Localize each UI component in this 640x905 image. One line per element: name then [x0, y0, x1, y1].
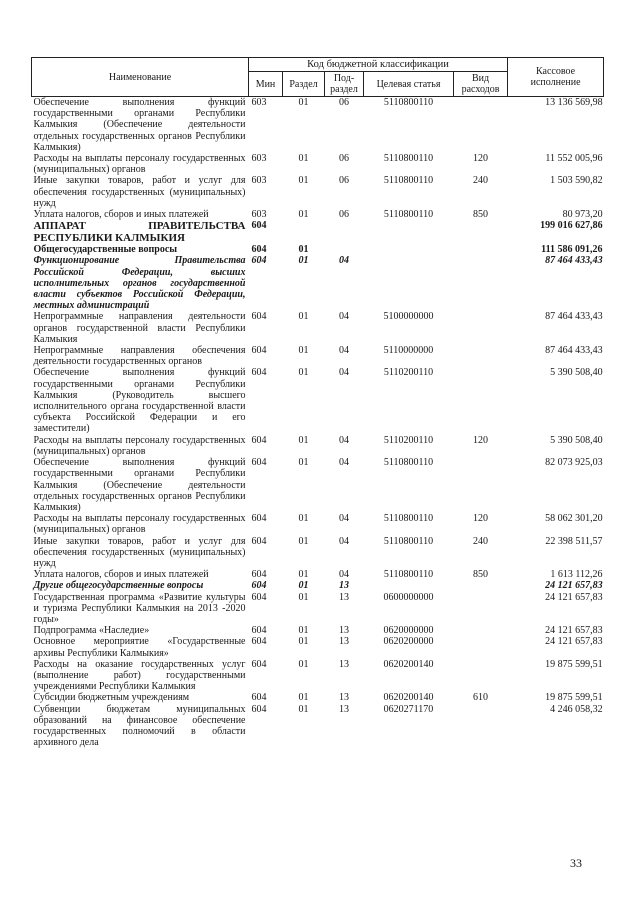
row-razdel: 01: [298, 345, 309, 357]
row-sum: 5 390 508,40: [550, 434, 603, 446]
table-header: [32, 58, 604, 97]
row-min: 604: [251, 244, 267, 256]
table-row: [32, 536, 604, 570]
row-podrazdel: 13: [339, 658, 349, 670]
row-podrazdel: 13: [339, 636, 349, 648]
row-name: Субсидии бюджетным учреждениям: [33, 692, 190, 704]
row-target: 5110200110: [383, 367, 434, 379]
row-razdel: 01: [298, 367, 309, 379]
row-target: 5100000000: [383, 311, 434, 323]
row-sum: 24 121 657,83: [545, 580, 603, 592]
row-sum: 19 875 599,51: [545, 692, 603, 704]
table-row: [32, 625, 604, 636]
department-row: [32, 220, 604, 244]
row-min: 604: [251, 703, 267, 715]
header-target: Целевая статья: [364, 72, 454, 97]
table-row: [32, 175, 604, 209]
table-row: [32, 513, 604, 535]
row-vid: 850: [473, 209, 489, 221]
row-podrazdel: 06: [339, 209, 349, 221]
row-name: Обеспечение выполнения функций государственными органами Республики Калмыкия (Руководитель высшего исполнительного органа государственной власти субъекта Российской Федерации и его заместители): [33, 367, 246, 435]
table-body: [32, 97, 604, 749]
row-razdel: 01: [298, 625, 309, 637]
row-razdel: 01: [298, 580, 309, 592]
table-row: [32, 692, 604, 703]
row-podrazdel: 06: [339, 153, 349, 165]
row-sum: 58 062 301,20: [545, 513, 603, 525]
row-vid: [454, 255, 508, 311]
row-min: 604: [251, 220, 267, 232]
row-podrazdel: [325, 220, 364, 244]
row-vid: 120: [473, 434, 489, 446]
header-name: Наименование: [32, 58, 249, 97]
row-vid: 610: [473, 692, 489, 704]
table-row: [32, 209, 604, 220]
row-target: 5110800110: [383, 209, 434, 221]
row-name: Функционирование Правительства Российской Федерации, высших исполнительных органов государственной власти субъектов Российской Федерации, местных администраций: [33, 255, 246, 312]
row-name: Непрограммные направления обеспечения деятельности государственных органов: [33, 345, 246, 368]
row-name: Расходы на оказание государственных услуг (выполнение работ) государственными учреждениями Республики Калмыкия: [33, 658, 246, 693]
table-row: [32, 636, 604, 658]
table-row: [32, 457, 604, 513]
row-target: 5110800110: [383, 513, 434, 525]
row-min: 604: [251, 692, 267, 704]
row-name: Непрограммные направления деятельности органов государственной власти Республики Калмыкия: [33, 311, 246, 345]
header-min: Мин: [249, 72, 283, 97]
row-name: Обеспечение выполнения функций государственными органами Республики Калмыкия (Обеспечение деятельности отдельных государственных органов Республики Калмыкия): [33, 457, 246, 513]
row-razdel: 01: [298, 591, 309, 603]
row-vid: [454, 345, 508, 367]
row-target: [364, 580, 454, 591]
row-vid: [454, 220, 508, 244]
row-podrazdel: 13: [339, 580, 349, 592]
table-row: [32, 659, 604, 693]
row-sum: 80 973,20: [562, 209, 603, 221]
row-razdel: 01: [298, 175, 309, 187]
row-name: Иные закупки товаров, работ и услуг для обеспечения государственных (муниципальных) нужд: [33, 175, 246, 209]
row-name: АППАРАТ ПРАВИТЕЛЬСТВА РЕСПУБЛИКИ КАЛМЫКИЯ: [33, 220, 246, 245]
row-min: 604: [251, 591, 267, 603]
row-razdel: 01: [298, 97, 309, 108]
row-podrazdel: 04: [339, 434, 349, 446]
row-target: 0620000000: [383, 625, 434, 637]
row-sum: 87 464 433,43: [545, 311, 603, 323]
row-razdel: 01: [298, 457, 309, 469]
row-name: Расходы на выплаты персоналу государственных (муниципальных) органов: [33, 153, 246, 176]
table-row: [32, 592, 604, 626]
row-target: 0620271170: [383, 703, 434, 715]
table-row: [32, 345, 604, 367]
row-target: [364, 255, 454, 311]
row-name: Другие общегосударственные вопросы: [33, 580, 204, 592]
row-min: 603: [251, 209, 267, 221]
row-vid: [454, 636, 508, 658]
subsection-row: [32, 255, 604, 311]
row-name: Субвенции бюджетам муниципальных образований на финансовое обеспечение государственных полномочий в области архивного дела: [33, 703, 246, 749]
row-min: 604: [251, 255, 267, 267]
row-sum: 22 398 511,57: [545, 535, 603, 547]
row-podrazdel: [325, 244, 364, 255]
row-podrazdel: 04: [339, 535, 349, 547]
row-razdel: 01: [298, 636, 309, 648]
row-sum: 87 464 433,43: [545, 345, 603, 357]
row-name: Расходы на выплаты персоналу государственных (муниципальных) органов: [33, 513, 246, 536]
row-sum: 4 246 058,32: [550, 703, 603, 715]
row-target: 5110800110: [383, 569, 434, 581]
row-min: 604: [251, 457, 267, 469]
row-vid: [454, 704, 508, 749]
table-row: [32, 97, 604, 154]
table-row: [32, 704, 604, 749]
row-razdel: 01: [298, 692, 309, 704]
row-sum: 13 136 569,98: [545, 97, 603, 108]
row-vid: [454, 659, 508, 693]
row-vid: 850: [473, 569, 489, 581]
row-name: Государственная программа «Развитие культуры и туризма Республики Калмыкия на 2013 -2020 годы»: [33, 591, 246, 625]
row-min: 604: [251, 513, 267, 525]
row-name: Общегосударственные вопросы: [33, 244, 178, 256]
row-target: 0620200000: [383, 636, 434, 648]
row-name: Уплата налогов, сборов и иных платежей: [33, 569, 209, 581]
row-sum: 5 390 508,40: [550, 367, 603, 379]
row-name: Расходы на выплаты персоналу государственных (муниципальных) органов: [33, 434, 246, 457]
row-name: Уплата налогов, сборов и иных платежей: [33, 209, 209, 221]
row-sum: 19 875 599,51: [545, 658, 603, 670]
row-vid: 240: [473, 175, 489, 187]
row-razdel: 01: [298, 513, 309, 525]
row-vid: [454, 244, 508, 255]
row-sum: 1 503 590,82: [550, 175, 603, 187]
row-sum: 1 613 112,26: [550, 569, 603, 581]
table-row: [32, 435, 604, 457]
row-razdel: 01: [298, 311, 309, 323]
row-min: 604: [251, 625, 267, 637]
row-name: Основное мероприятие «Государственные архивы Республики Калмыкия»: [33, 636, 246, 659]
row-vid: [454, 625, 508, 636]
row-target: 5110200110: [383, 434, 434, 446]
row-podrazdel: 06: [339, 97, 349, 108]
row-sum: 111 586 091,26: [541, 244, 603, 256]
budget-execution-table: [31, 57, 604, 748]
row-podrazdel: 04: [339, 513, 349, 525]
row-name: Подпрограмма «Наследие»: [33, 625, 150, 637]
row-podrazdel: 13: [339, 625, 349, 637]
table-row: [32, 311, 604, 345]
row-name: Иные закупки товаров, работ и услуг для обеспечения государственных (муниципальных) нужд: [33, 535, 246, 569]
row-podrazdel: 04: [339, 457, 349, 469]
row-podrazdel: 06: [339, 175, 349, 187]
row-target: 0600000000: [383, 591, 434, 603]
row-target: 5110800110: [383, 97, 434, 108]
row-target: 5110800110: [383, 153, 434, 165]
row-min: 603: [251, 175, 267, 187]
row-razdel: 01: [298, 569, 309, 581]
table-row: [32, 569, 604, 580]
row-podrazdel: 13: [339, 591, 349, 603]
row-razdel: 01: [298, 434, 309, 446]
row-target: 5110800110: [383, 535, 434, 547]
row-podrazdel: 04: [339, 367, 349, 379]
row-vid: [454, 97, 508, 154]
row-sum: 199 016 627,86: [540, 220, 603, 232]
row-target: [364, 244, 454, 255]
row-razdel: 01: [298, 535, 309, 547]
row-razdel: 01: [298, 658, 309, 670]
header-vid: Вид расходов: [454, 72, 508, 97]
row-min: 603: [251, 153, 267, 165]
row-razdel: 01: [298, 209, 309, 221]
row-vid: [454, 367, 508, 434]
row-vid: [454, 580, 508, 591]
table-row: [32, 367, 604, 434]
row-razdel: 01: [298, 153, 309, 165]
row-vid: [454, 311, 508, 345]
table-row: [32, 153, 604, 175]
row-vid: [454, 457, 508, 513]
page-number: 33: [570, 856, 582, 870]
row-min: 604: [251, 345, 267, 357]
row-sum: 24 121 657,83: [545, 625, 603, 637]
header-razdel: Раздел: [283, 72, 325, 97]
row-sum: 24 121 657,83: [545, 636, 603, 648]
row-min: 604: [251, 636, 267, 648]
row-target: 5110000000: [383, 345, 434, 357]
row-min: 604: [251, 434, 267, 446]
row-vid: 240: [473, 535, 489, 547]
row-target: 5110800110: [383, 457, 434, 469]
header-code-group: Код бюджетной классификации: [249, 58, 508, 72]
row-podrazdel: 13: [339, 692, 349, 704]
row-podrazdel: 04: [339, 569, 349, 581]
row-target: [364, 220, 454, 244]
row-min: 604: [251, 311, 267, 323]
row-name: Обеспечение выполнения функций государственными органами Республики Калмыкия (Обеспечение деятельности отдельных государственных органов Республики Калмыкия): [33, 97, 246, 153]
row-vid: 120: [473, 153, 489, 165]
row-sum: 87 464 433,43: [545, 255, 603, 267]
row-target: 0620200140: [383, 692, 434, 704]
row-min: 604: [251, 658, 267, 670]
row-min: 604: [251, 569, 267, 581]
row-min: 604: [251, 535, 267, 547]
row-min: 603: [251, 97, 267, 108]
row-min: 604: [251, 367, 267, 379]
row-razdel: 01: [298, 244, 309, 256]
row-min: 604: [251, 580, 267, 592]
row-target: 5110800110: [383, 175, 434, 187]
row-razdel: 01: [298, 255, 309, 267]
row-podrazdel: 04: [339, 345, 349, 357]
section-row: [32, 244, 604, 255]
header-podrazdel: Под-раздел: [325, 72, 364, 97]
row-podrazdel: 13: [339, 703, 349, 715]
row-vid: [454, 592, 508, 626]
subsection-row: [32, 580, 604, 591]
row-sum: 11 552 005,96: [545, 153, 603, 165]
row-target: 0620200140: [383, 658, 434, 670]
row-sum: 82 073 925,03: [545, 457, 603, 469]
row-sum: 24 121 657,83: [545, 591, 603, 603]
row-podrazdel: 04: [339, 255, 349, 267]
row-razdel: [283, 220, 325, 244]
header-sum: Кассовое исполнение: [508, 58, 604, 97]
row-razdel: 01: [298, 703, 309, 715]
row-podrazdel: 04: [339, 311, 349, 323]
row-vid: 120: [473, 513, 489, 525]
budget-table-page: [31, 57, 603, 748]
